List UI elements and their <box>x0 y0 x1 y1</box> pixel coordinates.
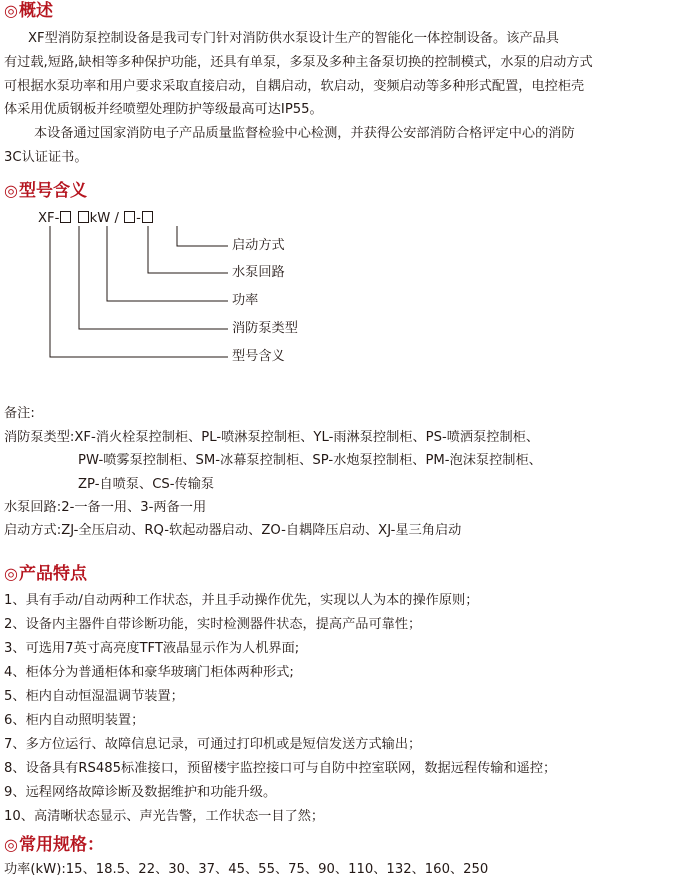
model-heading-text: 型号含义 <box>18 181 87 201</box>
features-heading-text: 产品特点 <box>18 564 87 584</box>
overview-heading-text: 概述 <box>18 1 53 21</box>
model-code-prefix: XF- <box>38 211 60 226</box>
overview-line: 本设备通过国家消防电子产品质量监督检验中心检测，并获得公安部消防合格评定中心的消防 <box>34 126 575 142</box>
overview-line: 有过载,短路,缺相等多种保护功能，还具有单泵，多泵及多种主备泵切换的控制模式，水泵的启动方式 <box>4 54 593 70</box>
placeholder-box <box>142 211 153 223</box>
notes-start-mode: 启动方式:ZJ-全压启动、RQ-软起动器启动、ZO-自耦降压启动、XJ-星三角启动 <box>4 523 462 538</box>
feature-item: 10、高清晰状态显示、声光告警，工作状态一目了然； <box>4 809 325 824</box>
overview-line: 3C认证证书。 <box>4 149 88 165</box>
specs-heading-text: 常用规格： <box>18 835 104 855</box>
placeholder-box <box>60 211 71 223</box>
label-start-mode: 启动方式 <box>232 238 285 253</box>
label-power: 功率 <box>232 293 259 308</box>
feature-item: 8、设备具有RS485标准接口，预留楼宇监控接口可与自防中控室联网，数据远程传输和遥控； <box>4 761 557 776</box>
model-code-unit: kW / <box>89 211 119 226</box>
overview-line: XF型消防泵控制设备是我司专门针对消防供水泵设计生产的智能化一体控制设备。该产品具 <box>28 31 559 46</box>
notes-pump-types: 消防泵类型:XF-消火栓泵控制柜、PL-喷淋泵控制柜、YL-雨淋泵控制柜、PS-喷洒泵控制柜、 <box>4 430 540 445</box>
feature-item: 5、柜内自动恒湿温调节装置； <box>4 689 184 704</box>
feature-item: 2、设备内主器件自带诊断功能，实时检测器件状态，提高产品可靠性； <box>4 617 422 632</box>
label-pump-loop: 水泵回路 <box>232 265 285 280</box>
feature-item: 6、柜内自动照明装置； <box>4 713 145 728</box>
placeholder-box <box>124 211 135 223</box>
label-model-meaning: 型号含义 <box>232 349 285 364</box>
feature-item: 4、柜体分为普通柜体和豪华玻璃门柜体两种形式; <box>4 665 294 680</box>
overview-paragraph <box>4 27 676 170</box>
bracket-line-pump-type <box>79 226 228 329</box>
specs-power-list: 功率(kW):15、18.5、22、30、37、45、55、75、90、110、132、160、250 <box>4 862 489 877</box>
notes-title: 备注: <box>4 406 35 421</box>
feature-item: 9、远程网络故障诊断及数据维护和功能升级。 <box>4 785 277 800</box>
overview-line: 体采用优质钢板并经喷塑处理防护等级最高可达IP55。 <box>4 102 323 118</box>
circle-bullet-icon: ◎ <box>4 564 18 583</box>
label-pump-type: 消防泵类型 <box>232 321 298 336</box>
circle-bullet-icon: ◎ <box>4 1 18 20</box>
model-heading <box>4 180 87 202</box>
feature-item: 7、多方位运行、故障信息记录，可通过打印机或是短信发送方式输出； <box>4 737 422 752</box>
bracket-line-pump-loop <box>148 226 228 273</box>
notes-pump-types-cont: ZP-自喷泵、CS-传输泵 <box>78 477 215 492</box>
feature-item: 3、可选用7英寸高亮度TFT液晶显示作为人机界面; <box>4 641 300 656</box>
features-heading <box>4 563 87 585</box>
feature-item: 1、具有手动/自动两种工作状态，并且手动操作优先，实现以人为本的操作原则； <box>4 593 479 608</box>
placeholder-box <box>78 211 89 223</box>
model-code <box>38 210 154 228</box>
circle-bullet-icon: ◎ <box>4 835 18 854</box>
overview-heading <box>4 0 53 22</box>
bracket-line-power <box>107 226 228 301</box>
notes-pump-types-cont: PW-喷雾泵控制柜、SM-冰幕泵控制柜、SP-水炮泵控制柜、PM-泡沫泵控制柜、 <box>78 453 542 468</box>
overview-line: 可根据水泵功率和用户要求采取直接启动，自耦启动，软启动，变频启动等多种形式配置，电控柜壳 <box>4 78 585 94</box>
specs-heading <box>4 834 104 856</box>
bracket-line-start-mode <box>177 226 228 246</box>
model-code-dash: - <box>136 211 141 226</box>
notes-pump-loop: 水泵回路:2-一备一用、3-两备一用 <box>4 500 207 515</box>
circle-bullet-icon: ◎ <box>4 181 18 200</box>
bracket-line-model <box>50 226 228 357</box>
